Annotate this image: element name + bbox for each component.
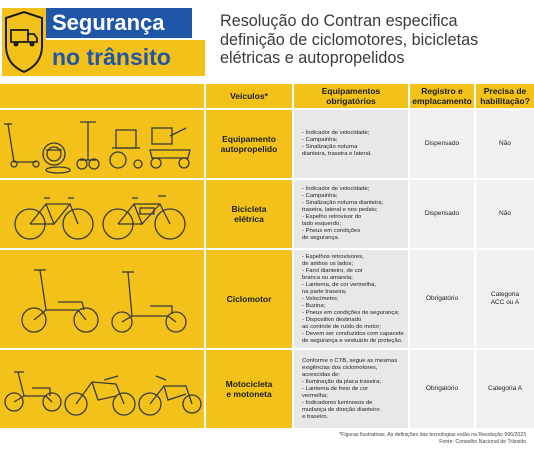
habilitacao-ciclomotor: Categoria ACC ou A [476, 250, 534, 348]
registro-ciclomotor: Obrigatório [410, 250, 474, 348]
registro-autopropelido: Dispensado [410, 110, 474, 178]
mobility-scooter-icon [150, 128, 190, 168]
row-image-ciclomotor [0, 250, 204, 348]
sport-motorcycle-icon [65, 376, 135, 415]
row-image-autopropelido [0, 110, 204, 178]
header-image-cell [0, 84, 204, 108]
scooter-icon [4, 124, 39, 167]
hoverboard-icon [46, 167, 70, 173]
habilitacao-motocicleta: Categoria A [476, 350, 534, 428]
electric-bicycle-icon [103, 196, 185, 239]
headline-line: Resolução do Contran especifica [220, 12, 458, 30]
registro-motocicleta: Obrigatório [410, 350, 474, 428]
section-badge [2, 8, 205, 76]
row-image-bicicleta [0, 180, 204, 248]
vehicles-table [0, 84, 534, 428]
equipment-bicicleta: - Indicador de velocidade; - Campainha; - Sinalização noturna dianteira, traseira, lateral e nos pedais; - Espelho retrovisor do lado esquerdo; - Pneus em condições de segurança. [294, 180, 408, 248]
equipment-ciclomotor: - Espelhos retrovisores, de ambos os lados; - Farol dianteiro, de cor branca ou amarela; - Lanterna, de cor vermelha, na parte traseira; - Velocímetro; - Buzina; - Pneus em condições de segurança; - Dispositivo destinado ao controle de ruído do motor; - Devem ser conduzidos com capacete de segurança e vestuário de proteção. [294, 250, 408, 348]
kick-scooter-icon [112, 272, 186, 332]
vehicle-name-motocicleta: Motocicleta e motoneta [206, 350, 292, 428]
equipment-motocicleta: Conforme o CTB, segue as mesmas exigências dos ciclomotores, acrescidas de: - Iluminação da placa traseira; - Lanterna de freio de cor vermelha; - Indicadores luminosos de mudança de direção dianteiro e traseiro. [294, 350, 408, 428]
header-equipamentos: Equipamentos obrigatórios [294, 84, 408, 108]
headline [220, 12, 532, 68]
header-veiculos: Veículos* [206, 84, 292, 108]
vehicle-name-ciclomotor: Ciclomotor [206, 250, 292, 348]
bicycle-icon [15, 198, 93, 239]
cruiser-motorcycle-icon [139, 376, 201, 415]
habilitacao-bicicleta: Não [476, 180, 534, 248]
footnote-source: Fonte: Conselho Nacional de Trânsito [439, 439, 526, 445]
vehicle-name-bicicleta: Bicicleta elétrica [206, 180, 292, 248]
electric-moped-icon [22, 270, 98, 332]
monowheel-icon [43, 143, 65, 165]
motoneta-icon [5, 372, 61, 411]
segway-icon [77, 122, 99, 169]
vehicle-name-autopropelido: Equipamento autopropelido [206, 110, 292, 178]
headline-line: definição de ciclomotores, bicicletas [220, 30, 479, 49]
badge-title-line2: no trânsito [52, 44, 171, 70]
equipment-autopropelido: - Indicador de velocidade; - Campainha; - Sinalização noturna dianteira, traseira e lateral. [294, 110, 408, 178]
footnote-figures: *Figuras Ilustrativas. As definições das tecnologias estão na Resolução 996/2023 [339, 432, 526, 438]
header-habilitacao: Precisa de habilitação? [476, 84, 534, 108]
header-registro: Registro e emplacamento [410, 84, 474, 108]
wheelchair-icon [110, 130, 142, 168]
row-image-motocicleta [0, 350, 204, 428]
habilitacao-autopropelido: Não [476, 110, 534, 178]
footnote [339, 432, 526, 446]
badge-title-line1: Segurança [52, 10, 165, 35]
truck-shield-icon [2, 8, 46, 76]
registro-bicicleta: Dispensado [410, 180, 474, 248]
headline-line: elétricas e autopropelidos [220, 49, 405, 67]
